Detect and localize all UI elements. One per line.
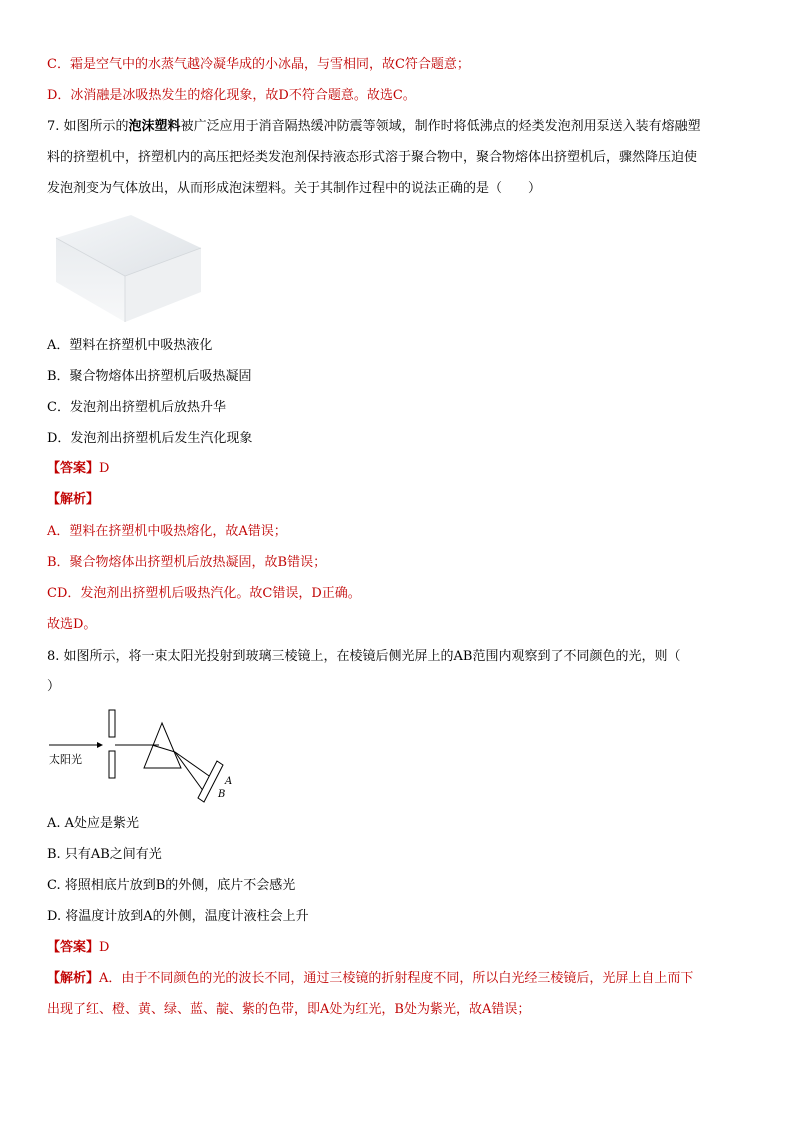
q8-analysis-line1 bbox=[47, 969, 693, 989]
screen-label-b: B bbox=[218, 789, 226, 800]
sunlight-arrowhead-icon bbox=[97, 742, 103, 748]
q7-analysis-cd: CD．发泡剂出挤塑机后吸热汽化。故C错误，D正确。 bbox=[47, 586, 361, 601]
prism-diagram bbox=[47, 705, 247, 805]
sunlight-label: 太阳光 bbox=[49, 753, 82, 766]
q7-analysis-a: A．塑料在挤塑机中吸热熔化，故A错误； bbox=[47, 524, 287, 539]
q7-stem-keyword: 泡沫塑料 bbox=[128, 119, 181, 134]
q8-stem-line2: ） bbox=[47, 679, 61, 694]
q7-stem-line1 bbox=[47, 117, 701, 137]
q7-option-c: C．发泡剂出挤塑机后放热升华 bbox=[47, 400, 226, 415]
q7-stem-prefix: 7. 如图所示的 bbox=[47, 119, 129, 134]
foam-block-illustration bbox=[53, 210, 203, 330]
q7-stem-line2: 料的挤塑机中，挤塑机内的高压把烃类发泡剂保持液态形式溶于聚合物中，聚合物熔体出挤塑机后，骤然降压迫使 bbox=[47, 150, 698, 165]
prev-option-d-explanation: D．冰消融是冰吸热发生的熔化现象，故D不符合题意。故选C。 bbox=[47, 88, 416, 103]
dispersed-ray-upper bbox=[175, 752, 212, 778]
dispersed-ray-lower bbox=[175, 752, 204, 792]
q8-option-b: B. 只有AB之间有光 bbox=[47, 847, 162, 862]
q7-analysis-label: 【解析】 bbox=[47, 492, 100, 507]
q8-answer-label: 【答案】 bbox=[47, 940, 100, 955]
q7-answer-value: D bbox=[99, 461, 110, 476]
q8-stem-line1: 8. 如图所示，将一束太阳光投射到玻璃三棱镜上，在棱镜后侧光屏上的AB范围内观察到了不同颜色的光，则（ bbox=[47, 649, 681, 664]
q7-analysis-b: B．聚合物熔体出挤塑机后放热凝固，故B错误； bbox=[47, 555, 327, 570]
q7-option-b: B．聚合物熔体出挤塑机后吸热凝固 bbox=[47, 369, 252, 384]
screen-label-a: A bbox=[225, 776, 233, 787]
q8-answer-value: D bbox=[99, 940, 110, 955]
q7-stem-line3: 发泡剂变为气体放出，从而形成泡沫塑料。关于其制作过程中的说法正确的是（ ） bbox=[47, 181, 542, 196]
slit-plate-upper bbox=[109, 710, 115, 737]
q7-option-a: A．塑料在挤塑机中吸热液化 bbox=[47, 338, 213, 353]
q7-option-d: D．发泡剂出挤塑机后发生汽化现象 bbox=[47, 431, 253, 446]
q8-option-d: D. 将温度计放到A的外侧，温度计液柱会上升 bbox=[47, 909, 309, 924]
q8-option-c: C. 将照相底片放到B的外侧，底片不会感光 bbox=[47, 878, 296, 893]
q8-answer bbox=[47, 938, 109, 958]
prev-option-c-explanation: C．霜是空气中的水蒸气越冷凝华成的小冰晶，与雪相同，故C符合题意； bbox=[47, 57, 470, 72]
q8-option-a: A. A处应是紫光 bbox=[47, 816, 140, 831]
q7-answer-label: 【答案】 bbox=[47, 461, 100, 476]
q8-analysis-label: 【解析】 bbox=[47, 971, 100, 986]
slit-plate-lower bbox=[109, 751, 115, 778]
q7-conclusion: 故选D。 bbox=[47, 617, 97, 632]
q7-stem-line1-rest: 被广泛应用于消音隔热缓冲防震等领域，制作时将低沸点的烃类发泡剂用泵送入装有熔融塑 bbox=[180, 119, 701, 134]
q8-analysis-text1: A．由于不同颜色的光的波长不同，通过三棱镜的折射程度不同，所以白光经三棱镜后，光屏上自上而下 bbox=[99, 971, 694, 986]
q7-answer bbox=[47, 459, 109, 479]
q8-analysis-line2: 出现了红、橙、黄、绿、蓝、靛、紫的色带，即A处为红光，B处为紫光，故A错误； bbox=[47, 1002, 531, 1017]
